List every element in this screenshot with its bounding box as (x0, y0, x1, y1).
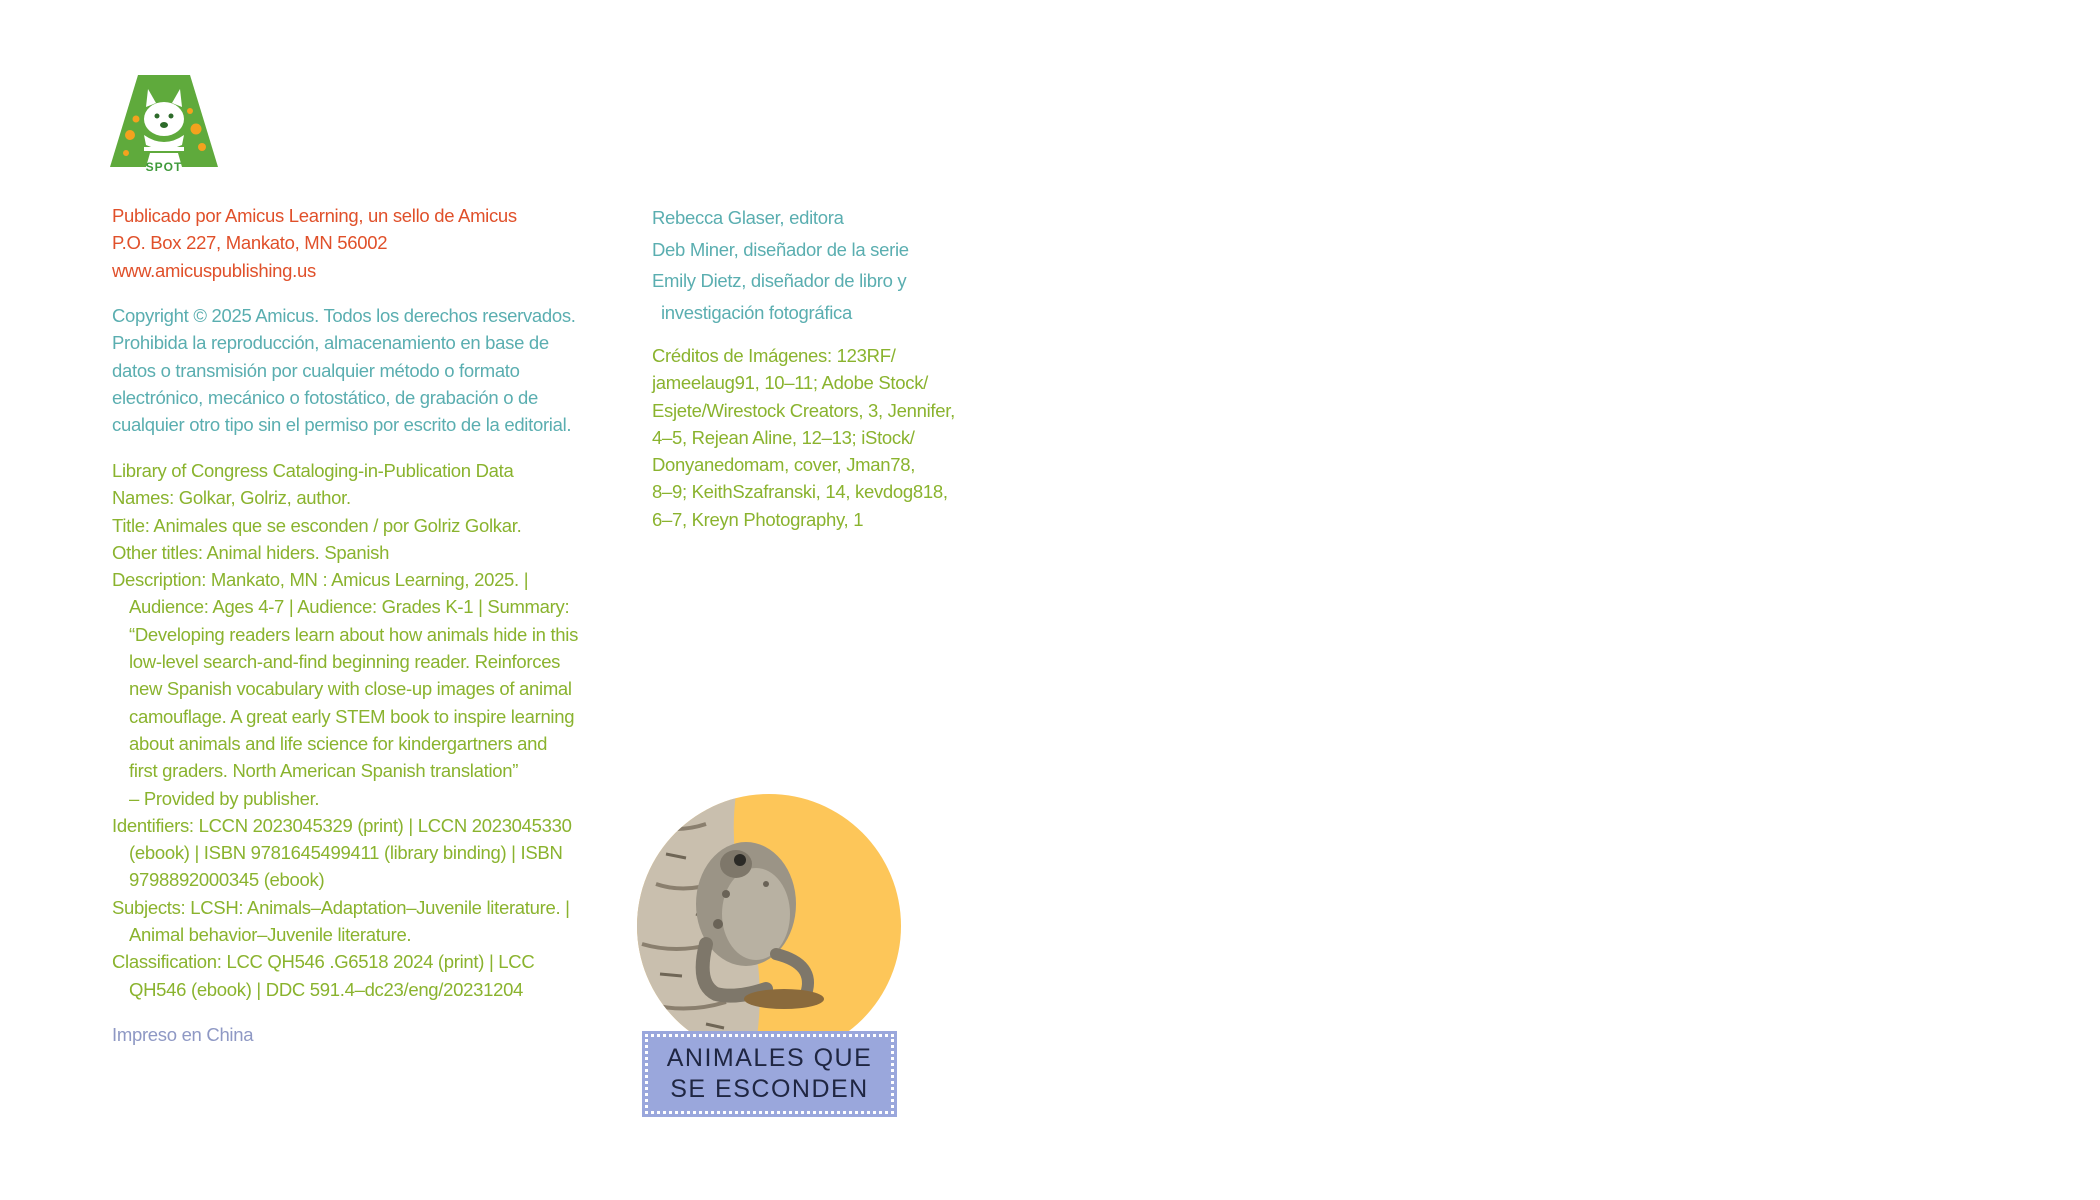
cip-line: Animal behavior–Juvenile literature. (129, 924, 412, 946)
publisher-block (112, 202, 517, 284)
cip-line: Library of Congress Cataloging-in-Publication Data (112, 460, 514, 481)
cip-line: “Developing readers learn about how animals hide in this (129, 623, 579, 645)
staff-line: Rebecca Glaser, editora (652, 207, 844, 228)
copyright-line: datos o transmisión por cualquier método o formato (112, 359, 520, 381)
cip-line: Names: Golkar, Golriz, author. (112, 487, 351, 509)
publisher-website: www.amicuspublishing.us (112, 259, 316, 281)
cip-line: 9798892000345 (ebook) (129, 869, 325, 891)
cover-title: ANIMALES QUE SE ESCONDEN (666, 1044, 873, 1103)
credits-line: jameelaug91, 10–11; Adobe Stock/ (652, 372, 928, 394)
credits-line: 8–9; KeithSzafranski, 14, kevdog818, (652, 481, 948, 503)
copyright-line: cualquier otro tipo sin el permiso por escrito de la editorial. (112, 414, 572, 436)
book-cover-thumbnail (636, 794, 902, 1116)
staff-line: Emily Dietz, diseñador de libro y (652, 270, 907, 291)
cip-line: Classification: LCC QH546 .G6518 2024 (print) | LCC (112, 951, 535, 973)
copyright-block (112, 302, 576, 438)
cip-line: camouflage. A great early STEM book to inspire learning (129, 705, 575, 727)
publisher-address: P.O. Box 227, Mankato, MN 56002 (112, 232, 388, 254)
staff-block (652, 202, 909, 328)
credits-line: Esjete/Wirestock Creators, 3, Jennifer, (652, 399, 955, 421)
publisher-line: Publicado por Amicus Learning, un sello de Amicus (112, 205, 517, 226)
cip-line: Identifiers: LCCN 2023045329 (print) | LCCN 2023045330 (112, 814, 572, 836)
cip-line: Description: Mankato, MN : Amicus Learning, 2025. | (112, 569, 529, 591)
cip-line: – Provided by publisher. (129, 787, 320, 809)
copyright-line: Prohibida la reproducción, almacenamiento en base de (112, 332, 549, 354)
cip-line: first graders. North American Spanish translation” (129, 760, 519, 782)
cip-line: about animals and life science for kindergartners and (129, 732, 548, 754)
cip-line: new Spanish vocabulary with close-up images of animal (129, 678, 572, 700)
cip-line: QH546 (ebook) | DDC 591.4–dc23/eng/20231204 (129, 978, 524, 1000)
cip-line: (ebook) | ISBN 9781645499411 (library binding) | ISBN (129, 842, 563, 864)
tree-frog-on-birch-icon (636, 794, 902, 1054)
cip-line: low-level search-and-find beginning reader. Reinforces (129, 651, 561, 673)
cover-title-box (645, 1034, 894, 1114)
credits-line: Créditos de Imágenes: 123RF/ (652, 345, 896, 366)
staff-line: investigación fotográfica (661, 301, 852, 323)
credits-line: Donyanedomam, cover, Jman78, (652, 454, 916, 476)
cip-line: Audience: Ages 4-7 | Audience: Grades K-1 | Summary: (129, 596, 570, 618)
credits-line: 4–5, Rejean Aline, 12–13; iStock/ (652, 426, 915, 448)
credits-line: 6–7, Kreyn Photography, 1 (652, 508, 864, 530)
copyright-line: electrónico, mecánico o fotostático, de grabación o de (112, 386, 539, 408)
copyright-line: Copyright © 2025 Amicus. Todos los derechos reservados. (112, 305, 576, 326)
staff-line: Deb Miner, diseñador de la serie (652, 238, 909, 260)
printed-in-label: Impreso en China (112, 1024, 254, 1045)
cip-line: Other titles: Animal hiders. Spanish (112, 541, 390, 563)
cip-line: Title: Animales que se esconden / por Golriz Golkar. (112, 514, 522, 536)
cip-line: Subjects: LCSH: Animals–Adaptation–Juvenile literature. | (112, 896, 570, 918)
cip-block (112, 457, 578, 1003)
logo-label: SPOT (145, 160, 183, 174)
image-credits-block (652, 342, 955, 533)
